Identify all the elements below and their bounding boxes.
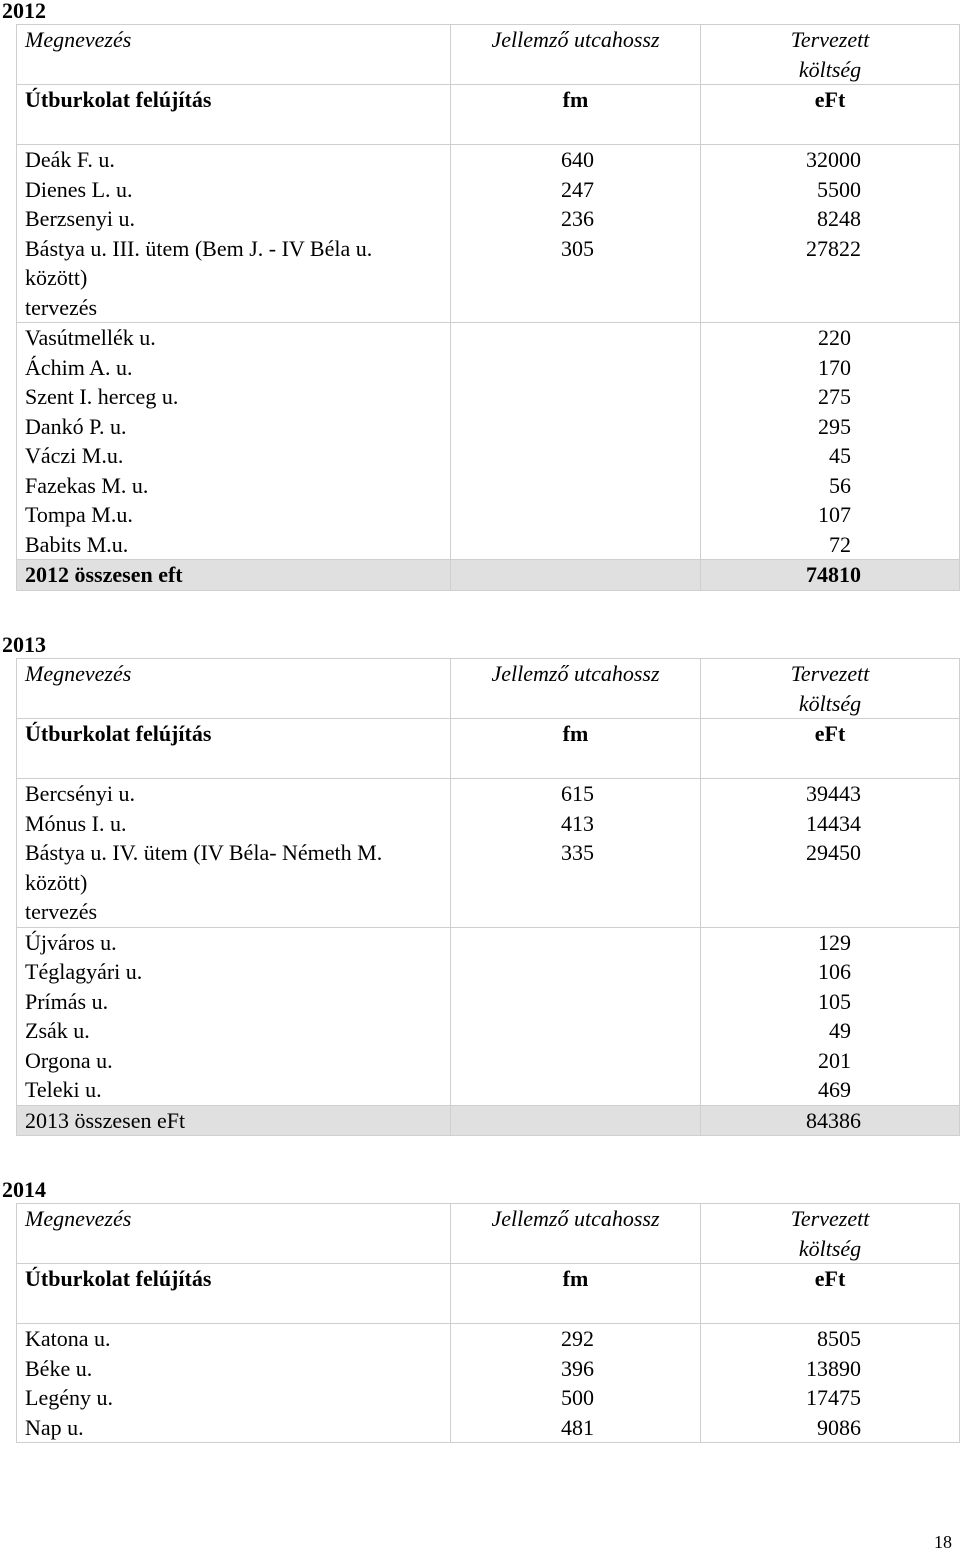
street-cost: 8505 13890 17475 9086: [701, 1324, 960, 1443]
total-row: [17, 560, 960, 591]
table-row: [17, 323, 960, 560]
total-value: 74810: [701, 560, 960, 591]
year-heading: 2014: [2, 1177, 46, 1202]
category-label: Útburkolat felújítás: [17, 85, 451, 145]
street-length: [451, 927, 701, 1105]
category-label: Útburkolat felújítás: [17, 1264, 451, 1324]
table-row: [17, 145, 960, 323]
col-header-length: Jellemző utcahossz: [451, 25, 701, 85]
table-row: [17, 1324, 960, 1443]
total-label: 2013 összesen eFt: [17, 1105, 451, 1136]
unit-length: fm: [451, 1264, 701, 1324]
category-label: Útburkolat felújítás: [17, 719, 451, 779]
col-header-length: Jellemző utcahossz: [451, 1204, 701, 1264]
col-header-cost: Tervezett költség: [701, 1204, 960, 1264]
table-header-row: [17, 25, 960, 85]
street-cost: 220 170 275 295 45 56 107 72: [701, 323, 960, 560]
col-header-name: Megnevezés: [17, 25, 451, 85]
col-header-cost: Tervezett költség: [701, 659, 960, 719]
street-name: Újváros u. Téglagyári u. Prímás u. Zsák u. Orgona u. Teleki u.: [17, 927, 451, 1105]
table-unit-row: [17, 1264, 960, 1324]
total-label: 2012 összesen eft: [17, 560, 451, 591]
street-length: 615 413 335: [451, 779, 701, 928]
street-name: Bercsényi u. Mónus I. u. Bástya u. IV. ütem (IV Béla- Németh M. között) tervezés: [17, 779, 451, 928]
col-header-length: Jellemző utcahossz: [451, 659, 701, 719]
table-unit-row: [17, 719, 960, 779]
street-cost: 129 106 105 49 201 469: [701, 927, 960, 1105]
table-row: [17, 927, 960, 1105]
table-row: [17, 779, 960, 928]
street-cost: 32000 5500 8248 27822: [701, 145, 960, 323]
street-name: Deák F. u. Dienes L. u. Berzsenyi u. Bástya u. III. ütem (Bem J. - IV Béla u. között) tervezés: [17, 145, 451, 323]
street-name: Katona u. Béke u. Legény u. Nap u.: [17, 1324, 451, 1443]
table-header-row: [17, 659, 960, 719]
unit-cost: eFt: [701, 719, 960, 779]
unit-cost: eFt: [701, 85, 960, 145]
year-heading: 2013: [2, 632, 46, 657]
street-length: [451, 323, 701, 560]
street-name: Vasútmellék u. Áchim A. u. Szent I. herceg u. Dankó P. u. Váczi M.u. Fazekas M. u. Tompa M.u. Babits M.u.: [17, 323, 451, 560]
col-header-name: Megnevezés: [17, 1204, 451, 1264]
col-header-name: Megnevezés: [17, 659, 451, 719]
year-heading: 2012: [2, 0, 46, 23]
page-number: 18: [934, 1532, 952, 1552]
col-header-cost: Tervezett költség: [701, 25, 960, 85]
street-length: 292 396 500 481: [451, 1324, 701, 1443]
total-empty: [451, 1105, 701, 1136]
unit-cost: eFt: [701, 1264, 960, 1324]
table-unit-row: [17, 85, 960, 145]
total-value: 84386: [701, 1105, 960, 1136]
unit-length: fm: [451, 719, 701, 779]
total-row: [17, 1105, 960, 1136]
budget-table: [16, 658, 960, 1136]
street-length: 640 247 236 305: [451, 145, 701, 323]
unit-length: fm: [451, 85, 701, 145]
street-cost: 39443 14434 29450: [701, 779, 960, 928]
total-empty: [451, 560, 701, 591]
budget-table: [16, 24, 960, 591]
budget-table: [16, 1203, 960, 1443]
table-header-row: [17, 1204, 960, 1264]
